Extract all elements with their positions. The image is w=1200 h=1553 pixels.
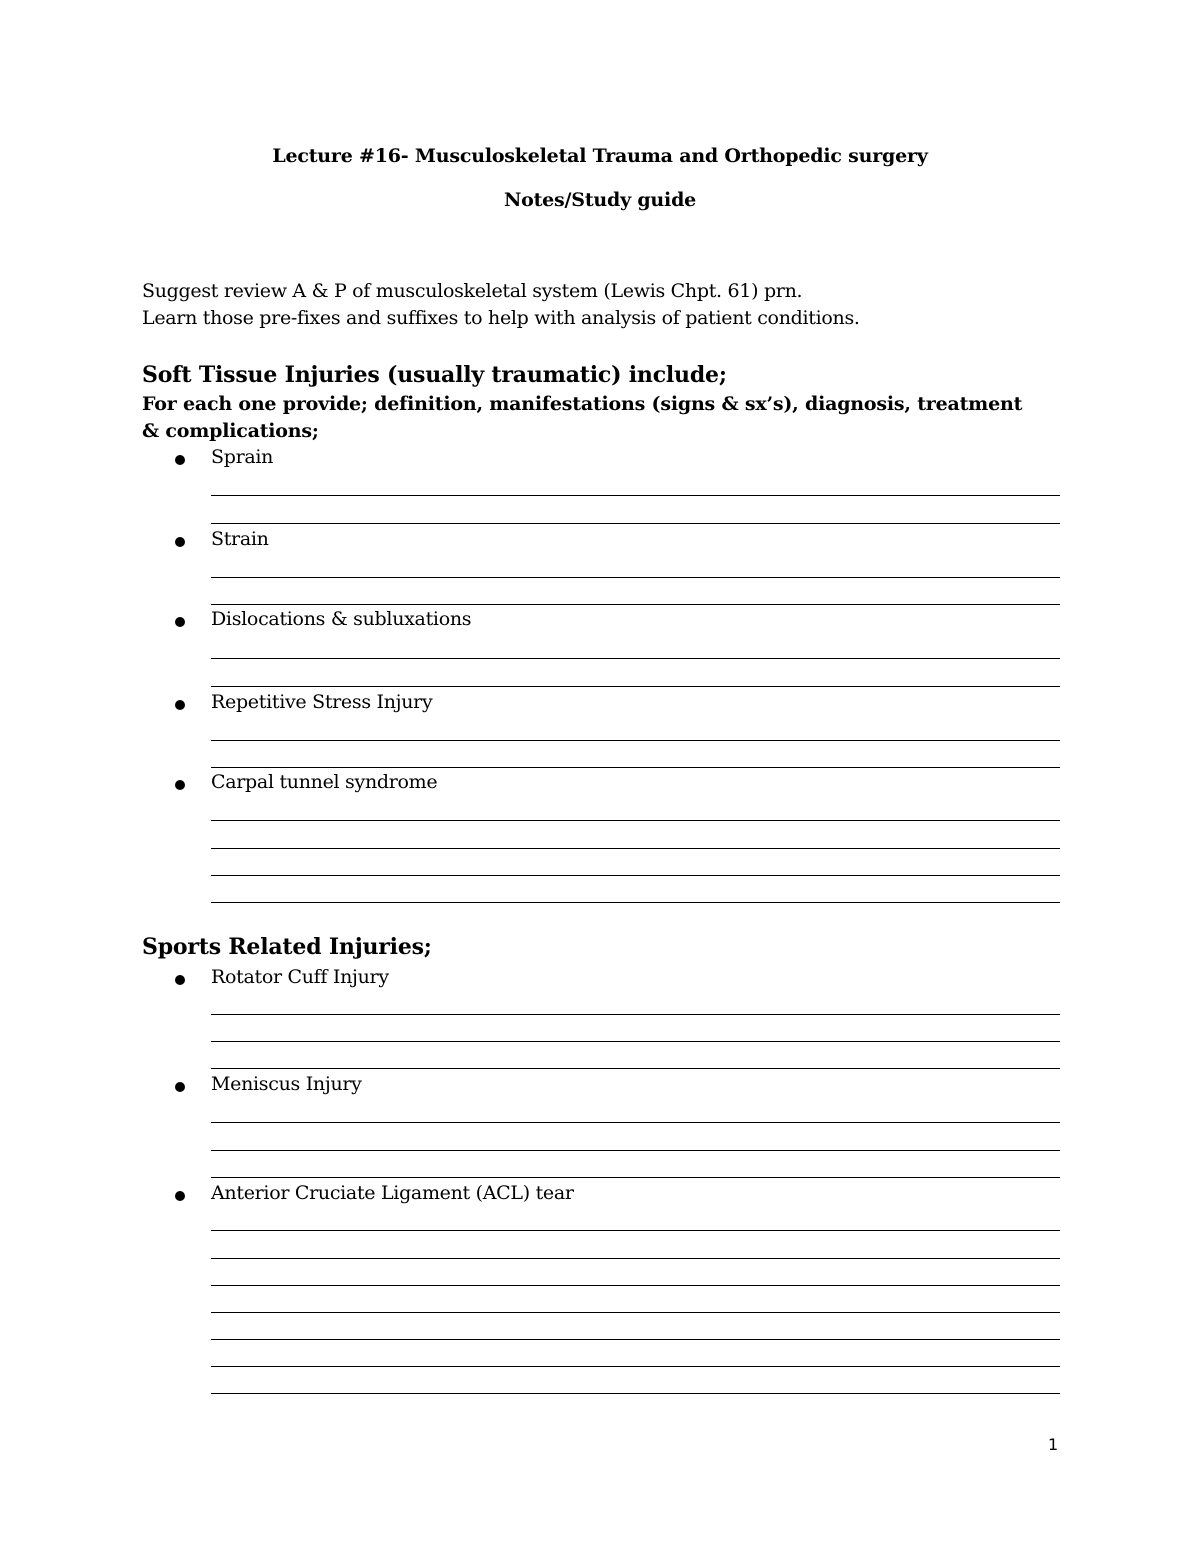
answer-line[interactable] <box>211 767 1060 768</box>
page-number: 1 <box>1048 1435 1059 1454</box>
answer-line[interactable] <box>211 848 1060 849</box>
answer-line[interactable] <box>211 577 1060 578</box>
answer-line[interactable] <box>211 1285 1060 1286</box>
intro-line-1: Suggest review A & P of musculoskeletal system (Lewis Chpt. 61) prn. <box>142 280 803 302</box>
answer-line[interactable] <box>211 523 1060 524</box>
answer-line[interactable] <box>211 1393 1060 1394</box>
answer-line[interactable] <box>211 1258 1060 1259</box>
bullet-icon <box>175 617 185 627</box>
sports-heading: Sports Related Injuries; <box>142 934 432 960</box>
answer-line[interactable] <box>211 1150 1060 1151</box>
answer-line[interactable] <box>211 1339 1060 1340</box>
bullet-icon <box>175 700 185 710</box>
answer-line[interactable] <box>211 902 1060 903</box>
answer-line[interactable] <box>211 686 1060 687</box>
list-item-label: Dislocations & subluxations <box>211 608 472 630</box>
document-title: Lecture #16- Musculoskeletal Trauma and Orthopedic surgery <box>272 145 928 167</box>
answer-line[interactable] <box>211 495 1060 496</box>
list-item-label: Meniscus Injury <box>211 1073 362 1095</box>
answer-line[interactable] <box>211 1177 1060 1178</box>
list-item-label: Rotator Cuff Injury <box>211 966 389 988</box>
bullet-icon <box>175 537 185 547</box>
answer-line[interactable] <box>211 1122 1060 1123</box>
bullet-icon <box>175 1191 185 1201</box>
answer-line[interactable] <box>211 820 1060 821</box>
bullet-icon <box>175 780 185 790</box>
intro-line-2: Learn those pre-fixes and suffixes to help with analysis of patient conditions. <box>142 307 860 329</box>
answer-line[interactable] <box>211 1041 1060 1042</box>
answer-line[interactable] <box>211 604 1060 605</box>
list-item-label: Anterior Cruciate Ligament (ACL) tear <box>211 1182 574 1204</box>
answer-line[interactable] <box>211 875 1060 876</box>
document-subtitle: Notes/Study guide <box>503 189 697 211</box>
bullet-icon <box>175 455 185 465</box>
list-item-label: Repetitive Stress Injury <box>211 691 433 713</box>
answer-line[interactable] <box>211 1068 1060 1069</box>
bullet-icon <box>175 975 185 985</box>
answer-line[interactable] <box>211 740 1060 741</box>
soft-tissue-heading: Soft Tissue Injuries (usually traumatic) include; <box>142 362 727 388</box>
answer-line[interactable] <box>211 1312 1060 1313</box>
answer-line[interactable] <box>211 1230 1060 1231</box>
answer-line[interactable] <box>211 658 1060 659</box>
soft-tissue-instructions: For each one provide; definition, manifestations (signs & sx’s), diagnosis, treatment & complications; <box>142 393 1023 442</box>
list-item-label: Sprain <box>211 446 274 468</box>
answer-line[interactable] <box>211 1366 1060 1367</box>
list-item-label: Strain <box>211 528 269 550</box>
list-item-label: Carpal tunnel syndrome <box>211 771 438 793</box>
answer-line[interactable] <box>211 1014 1060 1015</box>
bullet-icon <box>175 1082 185 1092</box>
